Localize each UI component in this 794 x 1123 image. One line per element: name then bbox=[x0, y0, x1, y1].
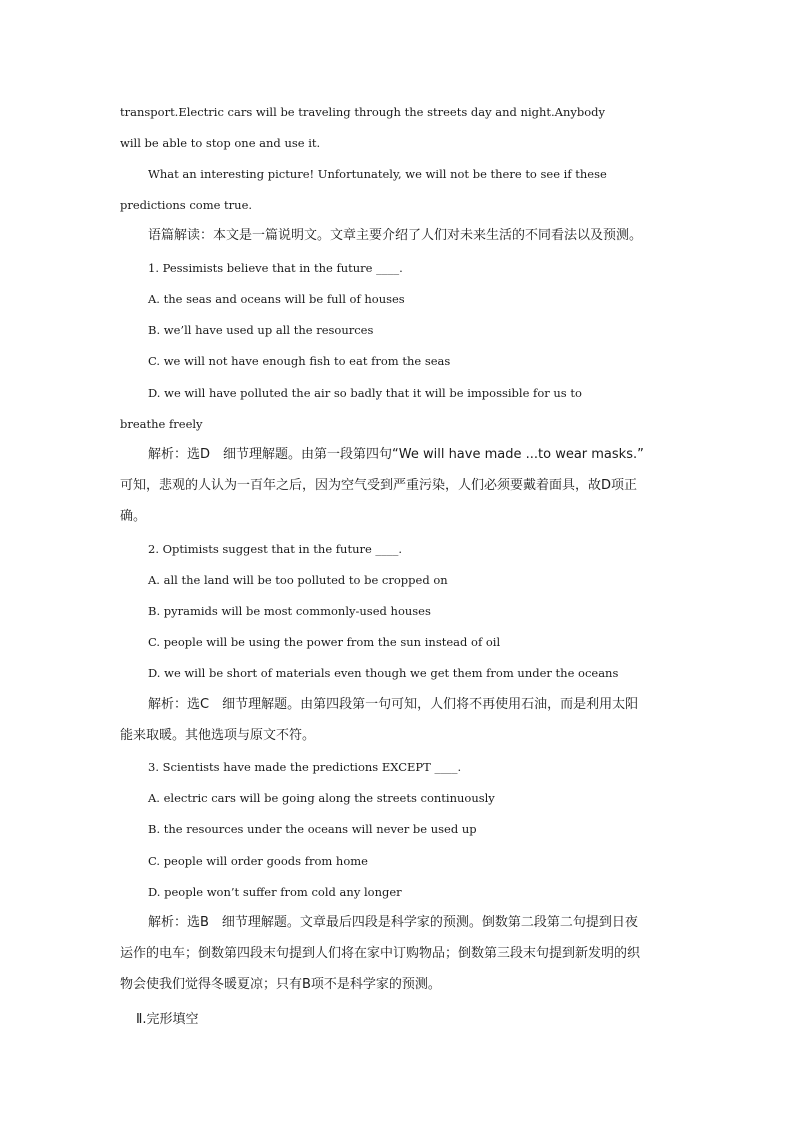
answer-explanation: 确。 bbox=[120, 509, 147, 524]
option-c: C. we will not have enough fish to eat from the seas bbox=[148, 354, 451, 368]
option-c: C. people will be using the power from the sun instead of oil bbox=[148, 635, 501, 649]
answer-explanation: 解析：选D 细节理解题。由第一段第四句“We will have made ...to wear masks.” bbox=[148, 447, 644, 462]
passage-line: will be able to stop one and use it. bbox=[120, 136, 321, 150]
option-a: A. the seas and oceans will be full of houses bbox=[148, 292, 405, 306]
answer-explanation: 可知，悲观的人认为一百年之后，因为空气受到严重污染，人们必须要戴着面具，故D项正 bbox=[120, 478, 638, 493]
passage-line: What an interesting picture! Unfortunately, we will not be there to see if these bbox=[148, 167, 607, 181]
answer-explanation: 解析：选B 细节理解题。文章最后四段是科学家的预测。倒数第二段第二句提到日夜 bbox=[148, 915, 638, 930]
option-d: D. we will have polluted the air so badly that it will be impossible for us to bbox=[148, 386, 582, 400]
question-1: 1. Pessimists believe that in the future ____. bbox=[148, 261, 403, 275]
section-heading: Ⅱ.完形填空 bbox=[136, 1012, 199, 1027]
option-d: D. people won’t suffer from cold any longer bbox=[148, 885, 402, 899]
option-b: B. the resources under the oceans will never be used up bbox=[148, 822, 477, 836]
answer-explanation: 解析：选C 细节理解题。由第四段第一句可知，人们将不再使用石油，而是利用太阳 bbox=[148, 697, 639, 712]
answer-explanation: 能来取暖。其他选项与原文不符。 bbox=[120, 728, 316, 743]
passage-line: predictions come true. bbox=[120, 198, 253, 212]
option-b: B. we’ll have used up all the resources bbox=[148, 323, 374, 337]
question-2: 2. Optimists suggest that in the future ____. bbox=[148, 542, 403, 556]
answer-explanation: 物会使我们觉得冬暖夏凉；只有B项不是科学家的预测。 bbox=[120, 977, 441, 992]
answer-explanation: 运作的电车；倒数第四段末句提到人们将在家中订购物品；倒数第三段末句提到新发明的织 bbox=[120, 946, 641, 961]
option-d-continued: breathe freely bbox=[120, 417, 203, 431]
option-b: B. pyramids will be most commonly-used houses bbox=[148, 604, 431, 618]
passage-line: transport.Electric cars will be traveling through the streets day and night.Anybody bbox=[120, 105, 606, 119]
passage-analysis: 语篇解读：本文是一篇说明文。文章主要介绍了人们对未来生活的不同看法以及预测。 bbox=[148, 228, 643, 243]
question-3: 3. Scientists have made the predictions EXCEPT ____. bbox=[148, 760, 462, 774]
option-d: D. we will be short of materials even though we get them from under the oceans bbox=[148, 666, 619, 680]
option-a: A. all the land will be too polluted to be cropped on bbox=[148, 573, 448, 587]
option-c: C. people will order goods from home bbox=[148, 854, 368, 868]
option-a: A. electric cars will be going along the streets continuously bbox=[148, 791, 495, 805]
